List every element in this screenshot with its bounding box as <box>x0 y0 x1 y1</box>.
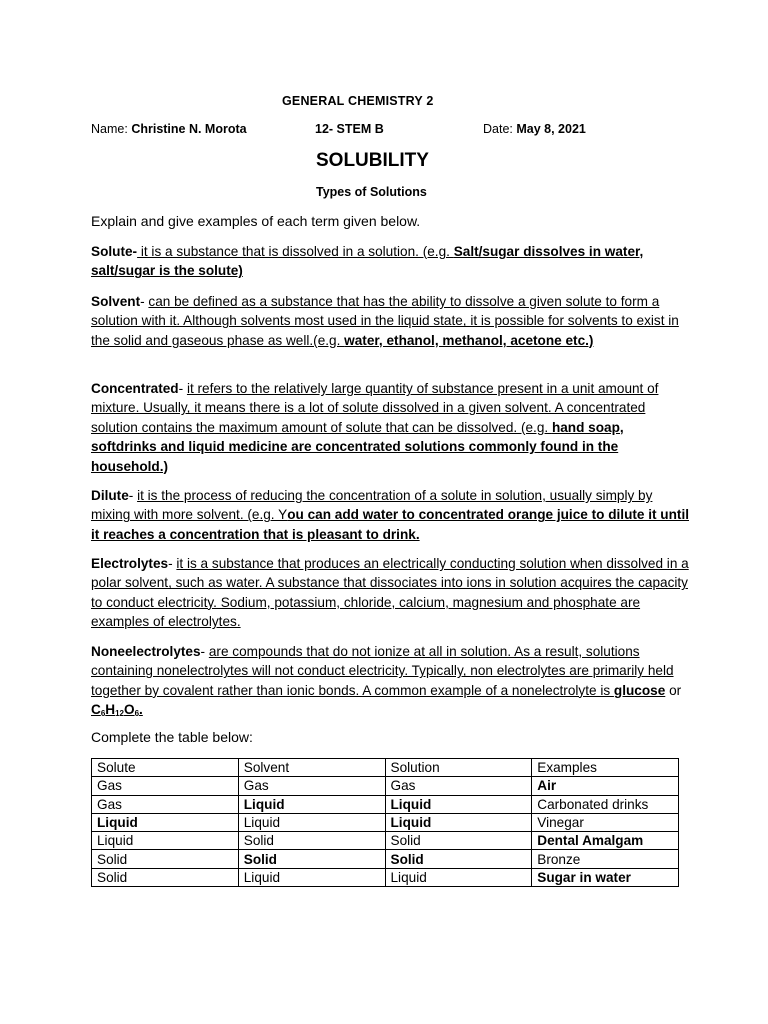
table-cell: Solid <box>238 850 385 868</box>
section <box>315 122 384 136</box>
term-name: Solute- <box>91 244 138 259</box>
table-cell: Solid <box>385 832 532 850</box>
name-value: Christine N. Morota <box>131 122 247 136</box>
date-value: May 8, 2021 <box>516 122 586 136</box>
term-definition: it is a substance that is dissolved in a solution. (e.g. <box>137 244 454 259</box>
table-cell: Liquid <box>92 832 239 850</box>
term-concentrated <box>91 379 691 476</box>
header-cell: Solvent <box>238 759 385 777</box>
table-cell: Solid <box>238 832 385 850</box>
term-name: Electrolytes <box>91 556 169 571</box>
table-cell: Gas <box>92 777 239 795</box>
table-instructions: Complete the table below: <box>91 729 253 745</box>
term-definition: are compounds that do not ionize at all in solution. As a result, solutions containing nonelectrolytes will not conduct electricity. Typically, non electrolytes are primarily held together by covalent rather than ionic bonds. A common example of a nonelectrolyte is <box>91 644 674 698</box>
term-separator: - <box>140 294 149 309</box>
term-separator: - <box>200 644 209 659</box>
page-title: SOLUBILITY <box>316 150 429 171</box>
table-cell: Liquid <box>238 795 385 813</box>
table-row <box>92 868 679 886</box>
term-solvent <box>91 292 691 350</box>
term-separator: - <box>128 488 138 503</box>
formula-subscript: 6 <box>134 709 140 719</box>
term-name: Concentrated <box>91 381 179 396</box>
formula-subscript: 12 <box>115 709 125 719</box>
table-cell: Gas <box>238 777 385 795</box>
formula-end: . <box>139 702 143 718</box>
glucose-formula <box>91 702 143 717</box>
table-cell: Liquid <box>385 868 532 886</box>
course-title: GENERAL CHEMISTRY 2 <box>282 94 434 108</box>
term-definition: it is a substance that produces an electrically conducting solution when dissolved in a polar solvent, such as water. A substance that dissociates into ions in solution acquires the capacity to conduct electricity. Sodium, potassium, chloride, calcium, magnesium and phosphate are examples of electrolytes. <box>91 556 689 630</box>
term-solute <box>91 242 691 281</box>
instructions: Explain and give examples of each term given below. <box>91 213 421 229</box>
date <box>483 122 586 136</box>
table-cell: Vinegar <box>532 813 679 831</box>
table-cell: Liquid <box>385 813 532 831</box>
table-header-row <box>92 759 679 777</box>
page-subtitle: Types of Solutions <box>316 185 427 199</box>
term-name: Solvent <box>91 294 141 309</box>
table-cell: Liquid <box>238 813 385 831</box>
term-dilute <box>91 486 691 544</box>
table-cell: Carbonated drinks <box>532 795 679 813</box>
table-cell: Solid <box>385 850 532 868</box>
table-cell: Gas <box>92 795 239 813</box>
table-cell: Air <box>532 777 679 795</box>
header-cell: Solution <box>385 759 532 777</box>
solutions-table <box>91 758 679 887</box>
term-separator: - <box>178 381 187 396</box>
date-label: Date: <box>483 122 513 136</box>
table-row <box>92 795 679 813</box>
table-row <box>92 777 679 795</box>
table-cell: Liquid <box>238 868 385 886</box>
formula-element: H <box>105 702 116 718</box>
table-cell: Dental Amalgam <box>532 832 679 850</box>
term-example: ou can add water to concentrated orange juice to dilute it until it reaches a concentration that is pleasant to drink. <box>91 507 689 542</box>
formula-element: C <box>91 702 101 718</box>
table-cell: Sugar in water <box>532 868 679 886</box>
table-row <box>92 832 679 850</box>
name-label: Name: <box>91 122 128 136</box>
term-separator: - <box>168 556 177 571</box>
table-cell: Liquid <box>92 813 239 831</box>
table-cell: Liquid <box>385 795 532 813</box>
term-example: water, ethanol, methanol, acetone etc.) <box>344 332 594 348</box>
formula-subscript: 6 <box>100 709 106 719</box>
header-cell: Solute <box>92 759 239 777</box>
term-definition: it refers to the relatively large quantity of substance present in a unit amount of mixture. Usually, it means there is a lot of solute dissolved in a given solvent. A concentrated solution contains the maximum amount of solute that can be dissolved. (e.g. <box>91 381 659 435</box>
term-example: Salt/sugar dissolves in water, salt/sugar is the solute) <box>91 244 644 279</box>
table-cell: Gas <box>385 777 532 795</box>
table-cell: Solid <box>92 868 239 886</box>
term-definition: can be defined as a substance that has the ability to dissolve a given solute to form a solution with it. Although solvents most used in the liquid state, it is possible for solvents to exist in the solid and gaseous phase as well.(e.g. <box>91 294 679 348</box>
term-name: Noneelectrolytes <box>91 644 201 659</box>
section-value: 12- STEM B <box>315 122 384 136</box>
term-name: Dilute <box>91 488 129 503</box>
term-electrolytes <box>91 554 691 632</box>
header-cell: Examples <box>532 759 679 777</box>
student-name <box>91 122 247 136</box>
table-row <box>92 813 679 831</box>
formula-element: O <box>124 702 135 718</box>
term-or: or <box>665 682 682 698</box>
term-example-glucose: glucose <box>613 682 666 698</box>
table-cell: Solid <box>92 850 239 868</box>
term-definition: it is the process of reducing the concentration of a solute in solution, usually simply by mixing with more solvent. (e.g. Y <box>91 488 653 523</box>
term-example: hand soap, softdrinks and liquid medicine are concentrated solutions commonly found in the household.) <box>91 419 624 474</box>
term-nonelectrolytes <box>91 642 691 720</box>
table-row <box>92 850 679 868</box>
table-cell: Bronze <box>532 850 679 868</box>
